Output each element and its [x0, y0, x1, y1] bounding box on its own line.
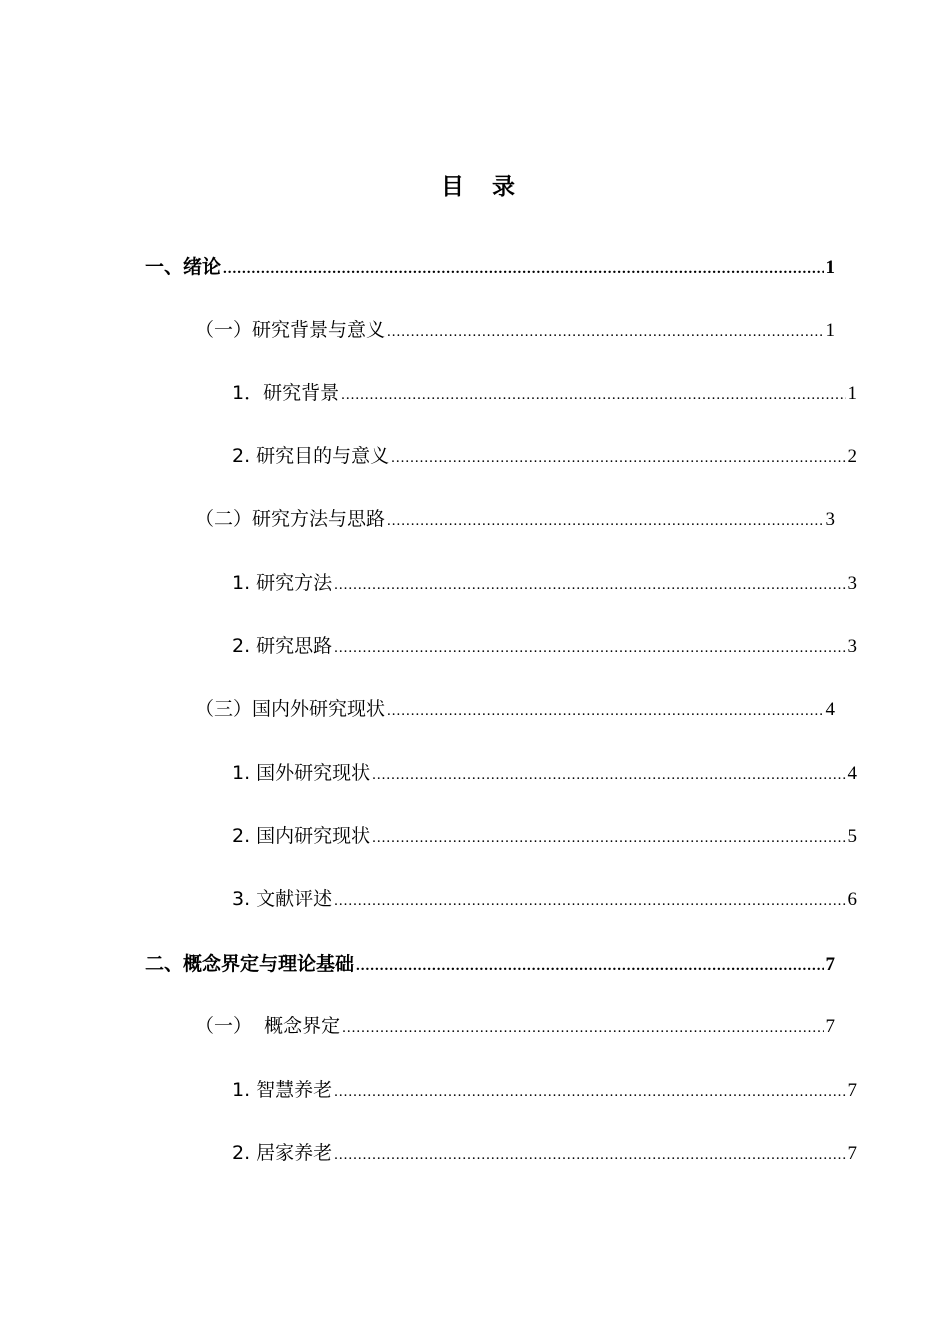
toc-page-number: 7 [847, 1080, 857, 1101]
toc-entry[interactable] [232, 885, 857, 913]
toc-entry[interactable] [232, 1139, 857, 1167]
toc-entry[interactable] [232, 632, 857, 660]
toc-entry[interactable] [232, 759, 857, 787]
toc-entry[interactable] [145, 950, 835, 978]
toc-entry-label: 2. 研究思路 [232, 635, 333, 657]
toc-dot-leader [223, 255, 823, 283]
toc-dot-leader [391, 444, 845, 472]
toc-page-number: 3 [847, 636, 857, 657]
toc-dot-leader [387, 507, 823, 535]
toc-entry-label: 二、概念界定与理论基础 [145, 953, 355, 975]
toc-dot-leader [387, 318, 823, 346]
toc-page-number: 6 [847, 889, 857, 910]
toc-entry-label: 1. 研究方法 [232, 572, 333, 594]
toc-page-number: 1 [825, 320, 835, 341]
toc-entry[interactable] [195, 316, 835, 344]
toc-entry-label: 1．研究背景 [232, 382, 340, 404]
toc-dot-leader [372, 761, 845, 789]
toc-entry-label: 2. 居家养老 [232, 1142, 333, 1164]
toc-dot-leader [372, 824, 845, 852]
toc-dot-leader [341, 381, 845, 409]
toc-entry[interactable] [195, 695, 835, 723]
toc-dot-leader [334, 571, 845, 599]
toc-page-number: 1 [847, 383, 857, 404]
toc-page-number: 7 [825, 1016, 835, 1037]
toc-dot-leader [334, 1078, 845, 1106]
toc-entry[interactable] [195, 1012, 835, 1040]
toc-page-number: 4 [825, 699, 835, 720]
toc-page-number: 2 [847, 446, 857, 467]
page-title: 目录 [441, 174, 543, 200]
toc-page-number: 1 [825, 257, 835, 278]
toc-entry-label: 1. 国外研究现状 [232, 762, 371, 784]
toc-entry[interactable] [195, 505, 835, 533]
toc-dot-leader [342, 1014, 823, 1042]
toc-dot-leader [334, 887, 845, 915]
toc-dot-leader [387, 697, 823, 725]
toc-entry-label: （二）研究方法与思路 [195, 508, 386, 530]
toc-entry-label: （一） 概念界定 [195, 1015, 341, 1037]
toc-entry-label: 一、绪论 [145, 256, 222, 278]
toc-page-number: 3 [847, 573, 857, 594]
toc-dot-leader [356, 952, 823, 980]
toc-entry[interactable] [232, 822, 857, 850]
toc-entry-label: 2. 国内研究现状 [232, 825, 371, 847]
toc-entry-label: 3. 文献评述 [232, 888, 333, 910]
toc-entry[interactable] [232, 379, 857, 407]
toc-page-number: 7 [847, 1143, 857, 1164]
toc-page-number: 7 [825, 954, 835, 975]
toc-entry[interactable] [232, 569, 857, 597]
toc-entry[interactable] [232, 1076, 857, 1104]
toc-entry-label: （一）研究背景与意义 [195, 319, 386, 341]
toc-page-number: 4 [847, 763, 857, 784]
toc-page-number: 5 [847, 826, 857, 847]
toc-entry-label: 2. 研究目的与意义 [232, 445, 390, 467]
toc-entry-label: （三）国内外研究现状 [195, 698, 386, 720]
toc-dot-leader [334, 1141, 845, 1169]
toc-page-number: 3 [825, 509, 835, 530]
toc-entry[interactable] [232, 442, 857, 470]
toc-entry[interactable] [145, 253, 835, 281]
toc-dot-leader [334, 634, 845, 662]
toc-entry-label: 1. 智慧养老 [232, 1079, 333, 1101]
